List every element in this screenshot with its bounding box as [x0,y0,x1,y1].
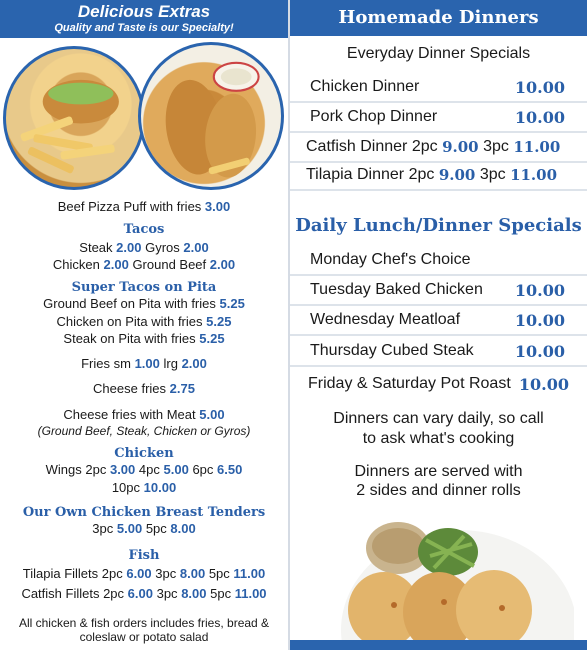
item-label: 10pc [111,480,141,495]
dinners-served-note-line1: Dinners are served with [354,463,523,480]
item-label: Chicken Dinner [310,78,420,95]
menu-item-tilapia [0,566,288,582]
special-row-friday-saturday [290,369,587,399]
menu-item-cheese-fries [0,381,288,397]
orders-note-line2: coleslaw or potato salad [79,630,209,644]
super-tacos-heading: Super Tacos on Pita [71,280,217,295]
item-price: 8.00 [179,566,206,581]
item-label: Fries sm [81,356,131,371]
special-row-wednesday [290,306,587,336]
item-price: 10.00 [514,310,565,330]
item-label: Steak on Pita with fries [63,331,196,346]
item-price: 10.00 [143,480,177,495]
item-label: 3pc [92,521,114,536]
item-label: Cheese fries [93,381,167,396]
item-label: 6pc [192,462,214,477]
fish-heading: Fish [128,548,160,563]
dinners-footer-bar [290,640,587,650]
dinner-row-chicken [290,73,587,103]
menu-item-pita-1 [0,296,288,312]
item-label: Gyros [145,240,180,255]
item-label: Wednesday Meatloaf [310,311,461,328]
item-label: 5pc [208,566,230,581]
dinner-row-catfish [290,133,587,163]
dinners-panel [290,0,587,650]
menu-item-pita-3 [0,331,288,347]
item-label: Tuesday Baked Chicken [310,281,483,298]
item-price: 5.25 [219,296,245,311]
item-price: 9.00 [442,138,479,156]
item-label: Steak [79,240,113,255]
menu-item-cheese-fries-meat [0,407,288,423]
item-price: 2.00 [181,356,207,371]
item-label: Chicken [52,257,100,272]
item-label: Tilapia Dinner 2pc [306,166,435,183]
item-price: 10.00 [518,374,569,394]
item-price: 5.00 [116,521,143,536]
item-price: 2.00 [103,257,129,272]
dinners-vary-note-line1: Dinners can vary daily, so call [333,410,544,427]
menu-item-tacos-1 [0,240,288,256]
cheese-fries-meat-note [0,423,288,439]
item-price: 10.00 [514,341,565,361]
item-label: Catfish Dinner 2pc [306,138,438,155]
item-price: 2.75 [169,381,195,396]
menu-item-wings-1 [0,462,288,478]
item-label: Chicken on Pita with fries [56,314,203,329]
item-price: 10.00 [514,280,565,300]
item-label: 5pc [145,521,167,536]
item-label: Tilapia Fillets 2pc [22,566,123,581]
item-price: 10.00 [514,77,565,97]
menu-item-fries [0,356,288,372]
tacos-heading: Tacos [123,222,165,237]
item-label: Wings 2pc [45,462,107,477]
dinner-row-pork-chop [290,103,587,133]
item-label: Ground Beef [132,257,207,272]
item-label: Catfish Fillets 2pc [21,586,125,601]
extras-subtitle: Quality and Taste is our Specialty! [54,22,234,34]
item-label: Pork Chop Dinner [310,108,438,125]
daily-specials-heading: Daily Lunch/Dinner Specials [295,215,582,236]
item-price: 10.00 [514,107,565,127]
item-price: 11.00 [233,566,266,581]
extras-title: Delicious Extras [77,2,211,21]
menu-item-wings-2 [0,480,288,496]
dinner-row-tilapia [290,161,587,191]
menu-item-tenders [0,521,288,537]
extras-panel [0,0,288,650]
extras-banner [0,0,288,38]
item-price: 5.25 [206,314,232,329]
item-price: 2.00 [116,240,142,255]
chicken-heading: Chicken [114,446,174,461]
special-row-tuesday [290,276,587,306]
item-price: 8.00 [170,521,196,536]
item-price: 2.00 [183,240,209,255]
item-price: 6.50 [217,462,243,477]
dinners-banner: Homemade Dinners [290,0,587,36]
dinner-plate-photo [334,510,574,650]
fish-coleslaw-photo [138,42,284,190]
item-label: 3pc [479,166,506,183]
special-row-monday [290,246,587,276]
item-label: Beef Pizza Puff with fries [57,199,202,214]
item-price: 2.00 [209,257,236,272]
item-note: (Ground Beef, Steak, Chicken or Gyros) [37,424,251,438]
chicken-fries-photo [3,46,145,190]
menu-item-catfish [0,586,288,602]
special-row-thursday [290,337,587,367]
orders-note-line1: All chicken & fish orders includes fries, bread & [18,616,270,630]
item-price: 1.00 [134,356,160,371]
item-price: 11.00 [234,586,267,601]
item-label: 5pc [210,586,232,601]
item-price: 8.00 [181,586,207,601]
item-price: 3.00 [204,199,231,214]
item-price: 11.00 [513,138,561,156]
dinners-vary-note-line2: to ask what's cooking [362,430,515,447]
menu-item-pizza-puff [0,199,288,215]
item-price: 9.00 [438,166,476,184]
menu-item-tacos-2 [0,257,288,273]
item-label: 3pc [156,586,178,601]
item-label: 4pc [138,462,160,477]
item-price: 5.00 [163,462,189,477]
item-label: Monday Chef's Choice [310,251,471,268]
item-price: 6.00 [126,566,152,581]
item-price: 3.00 [109,462,136,477]
item-price: 5.25 [199,331,225,346]
item-label: Friday & Saturday Pot Roast [308,375,511,392]
tenders-heading: Our Own Chicken Breast Tenders [22,505,266,520]
item-label: 3pc [483,138,509,155]
item-label: lrg [163,356,178,371]
everyday-specials-subtitle: Everyday Dinner Specials [346,45,531,62]
menu-item-pita-2 [0,314,288,330]
item-label: Ground Beef on Pita with fries [43,296,216,311]
item-price: 6.00 [127,586,153,601]
item-price: 5.00 [199,407,225,422]
item-label: Thursday Cubed Steak [310,342,474,359]
dinners-served-note-line2: 2 sides and dinner rolls [356,482,521,499]
item-price: 11.00 [510,166,558,184]
item-label: 3pc [155,566,177,581]
item-label: Cheese fries with Meat [63,407,196,422]
